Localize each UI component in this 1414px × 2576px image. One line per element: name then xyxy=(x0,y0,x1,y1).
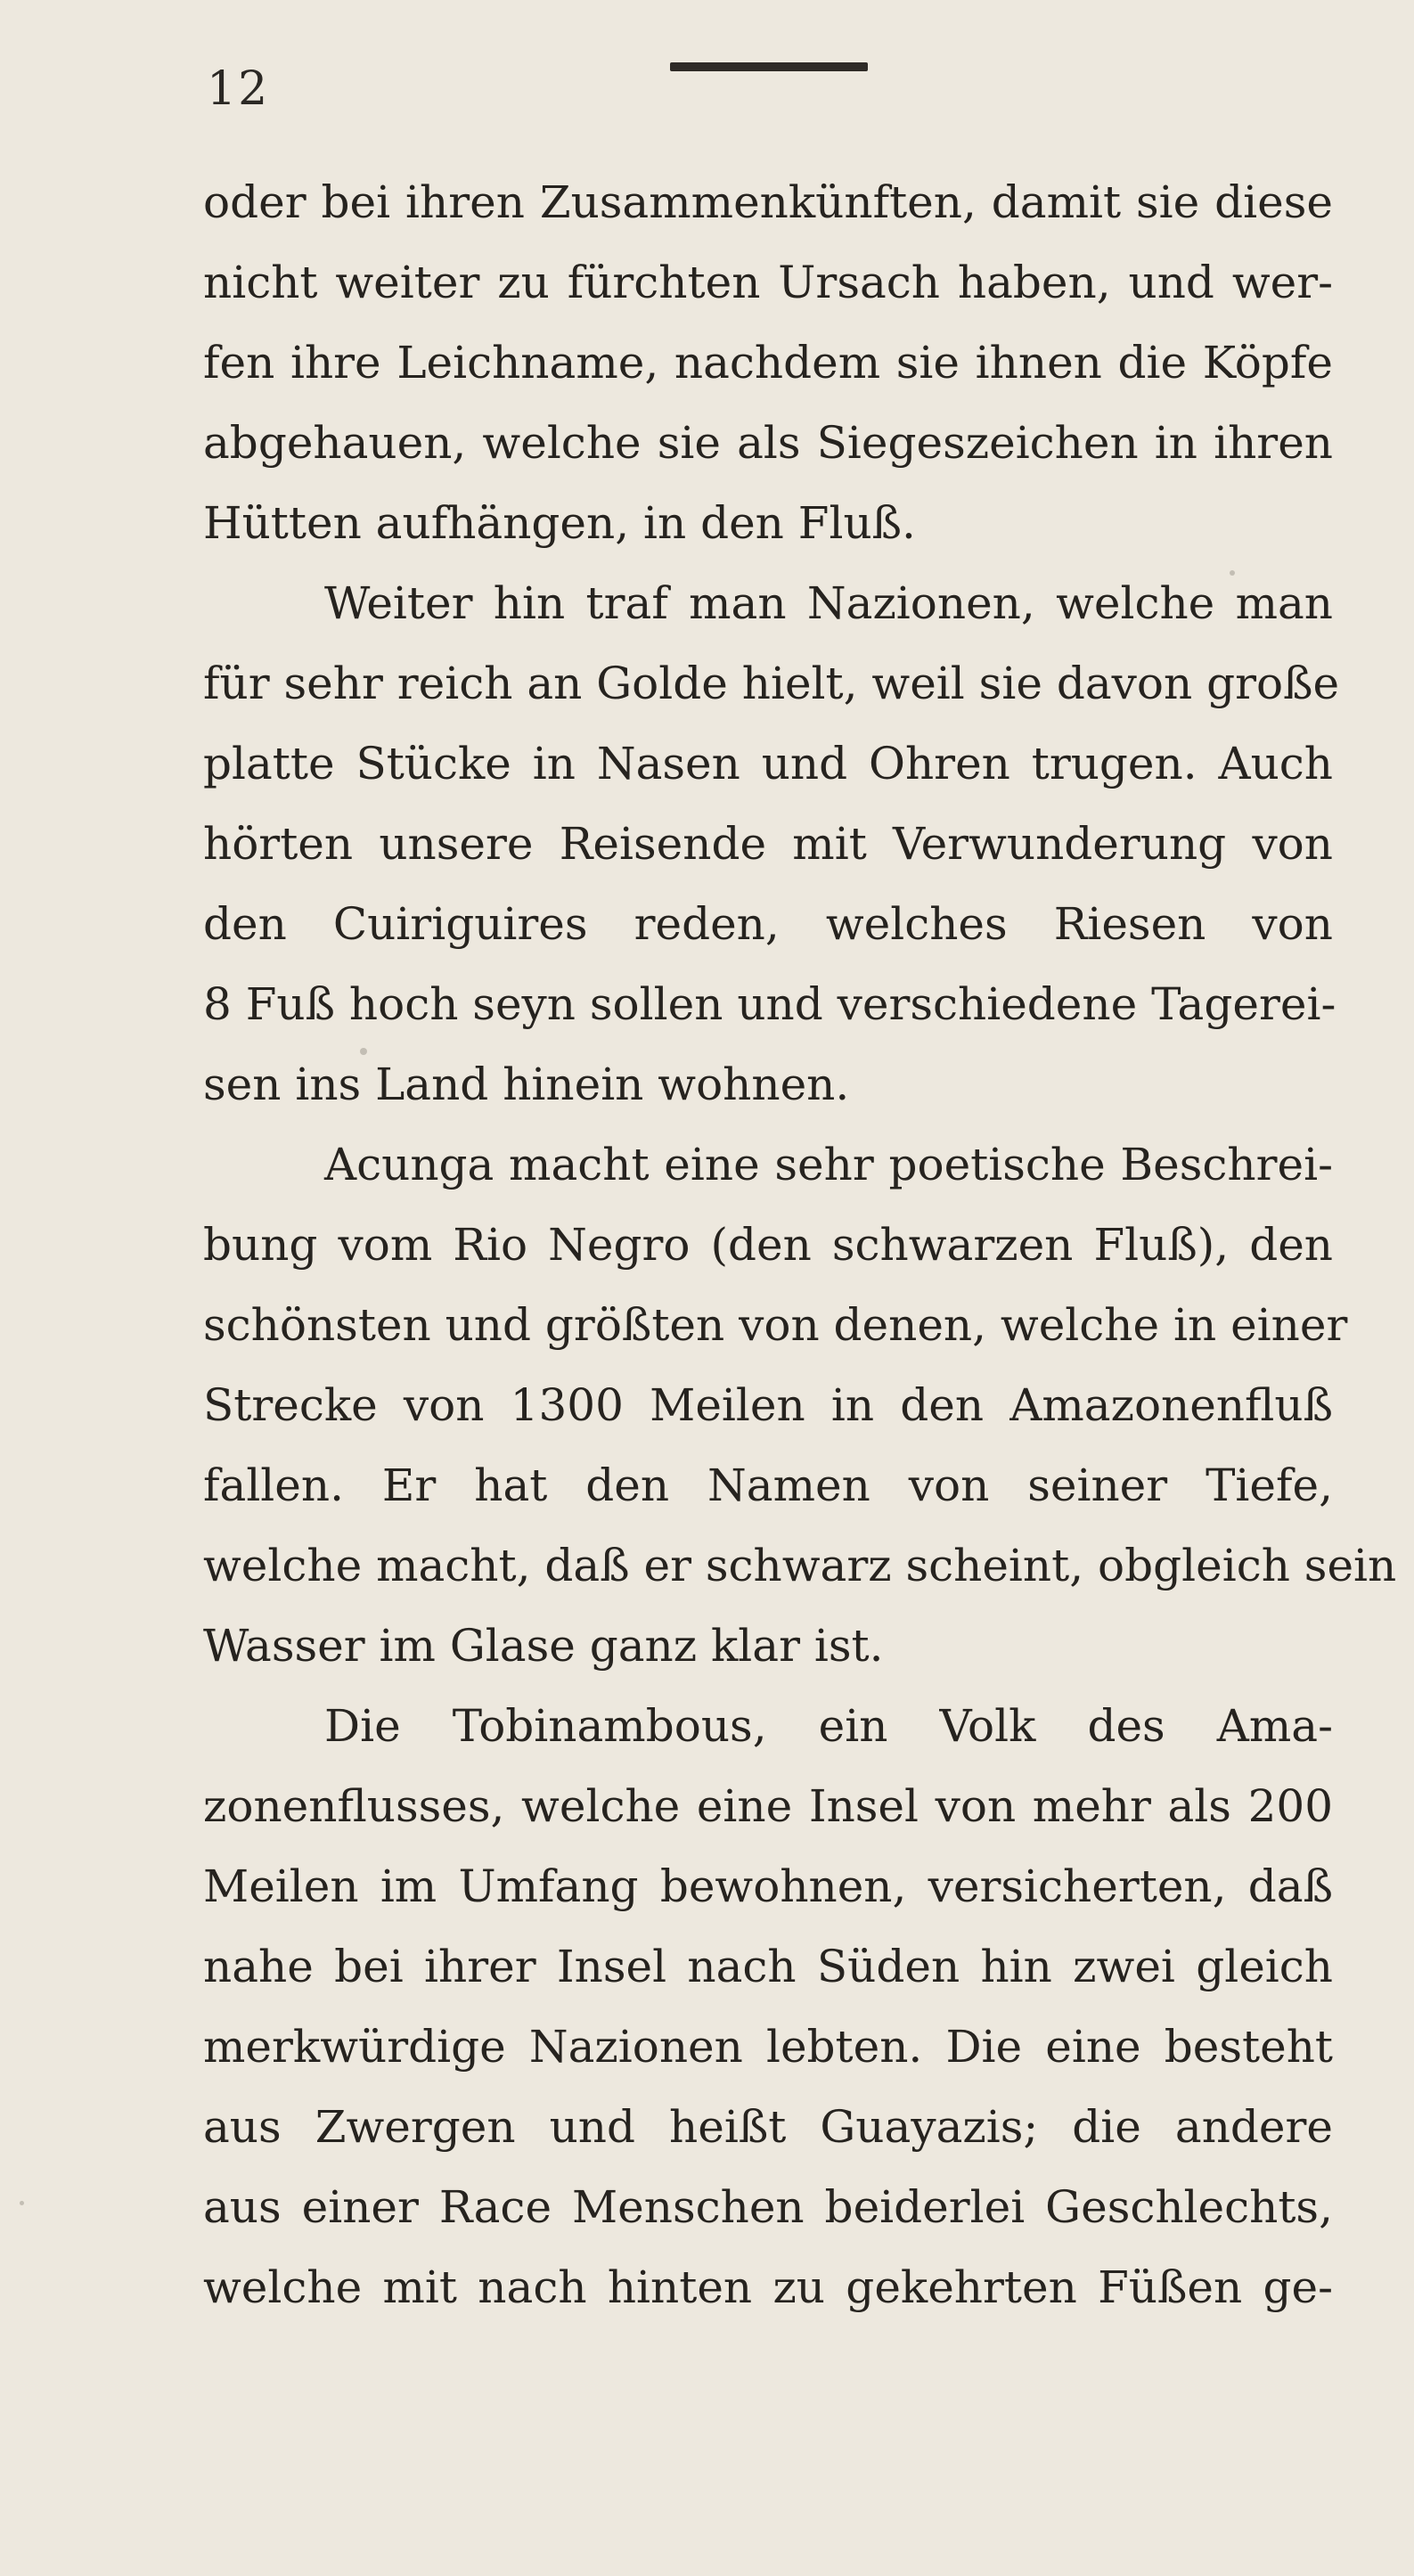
text-body xyxy=(203,162,1397,2327)
header-rule xyxy=(670,62,868,71)
text-line: aus einer Race Menschen beiderlei Geschlechts, xyxy=(203,2181,1333,2233)
text-line: fen ihre Leichname, nachdem sie ihnen die Köpfe xyxy=(203,337,1333,388)
text-line: bung vom Rio Negro (den schwarzen Fluß), den xyxy=(203,1219,1333,1271)
text-line: Die Tobinambous, ein Volk des Ama- xyxy=(324,1700,1333,1752)
text-line: schönsten und größten von denen, welche in einer xyxy=(203,1299,1348,1351)
text-line: oder bei ihren Zusammenkünften, damit sie diese xyxy=(203,176,1333,228)
text-line: fallen. Er hat den Namen von seiner Tiefe, xyxy=(203,1460,1333,1511)
text-line: Wasser im Glase ganz klar ist. xyxy=(203,1620,884,1672)
text-line: abgehauen, welche sie als Siegeszeichen in ihren xyxy=(203,417,1333,469)
text-line: aus Zwergen und heißt Guayazis; die andere xyxy=(203,2101,1333,2153)
text-line: Hütten aufhängen, in den Fluß. xyxy=(203,497,916,549)
paper-speck xyxy=(20,2201,24,2205)
text-line: merkwürdige Nazionen lebten. Die eine besteht xyxy=(203,2021,1333,2073)
text-line: platte Stücke in Nasen und Ohren trugen. Auch xyxy=(203,738,1333,789)
text-line: den Cuiriguires reden, welches Riesen von xyxy=(203,898,1333,950)
text-line: Weiter hin traf man Nazionen, welche man xyxy=(324,577,1333,629)
text-line: nahe bei ihrer Insel nach Süden hin zwei gleich xyxy=(203,1941,1333,1992)
text-line: welche macht, daß er schwarz scheint, obgleich sein xyxy=(203,1540,1397,1591)
page-number: 12 xyxy=(207,62,270,116)
text-line: Acunga macht eine sehr poetische Beschrei- xyxy=(324,1139,1333,1190)
text-line: 8 Fuß hoch seyn sollen und verschiedene Tagerei- xyxy=(203,978,1336,1030)
text-line: sen ins Land hinein wohnen. xyxy=(203,1059,850,1110)
text-line: zonenflusses, welche eine Insel von mehr als 200 xyxy=(203,1780,1333,1832)
text-line: welche mit nach hinten zu gekehrten Füßen ge- xyxy=(203,2261,1333,2313)
text-line: nicht weiter zu fürchten Ursach haben, und wer- xyxy=(203,257,1333,308)
text-line: hörten unsere Reisende mit Verwunderung von xyxy=(203,818,1333,870)
text-line: Meilen im Umfang bewohnen, versicherten, daß xyxy=(203,1860,1333,1912)
text-line: Strecke von 1300 Meilen in den Amazonenfluß xyxy=(203,1379,1333,1431)
text-line: für sehr reich an Golde hielt, weil sie davon große xyxy=(203,658,1340,709)
